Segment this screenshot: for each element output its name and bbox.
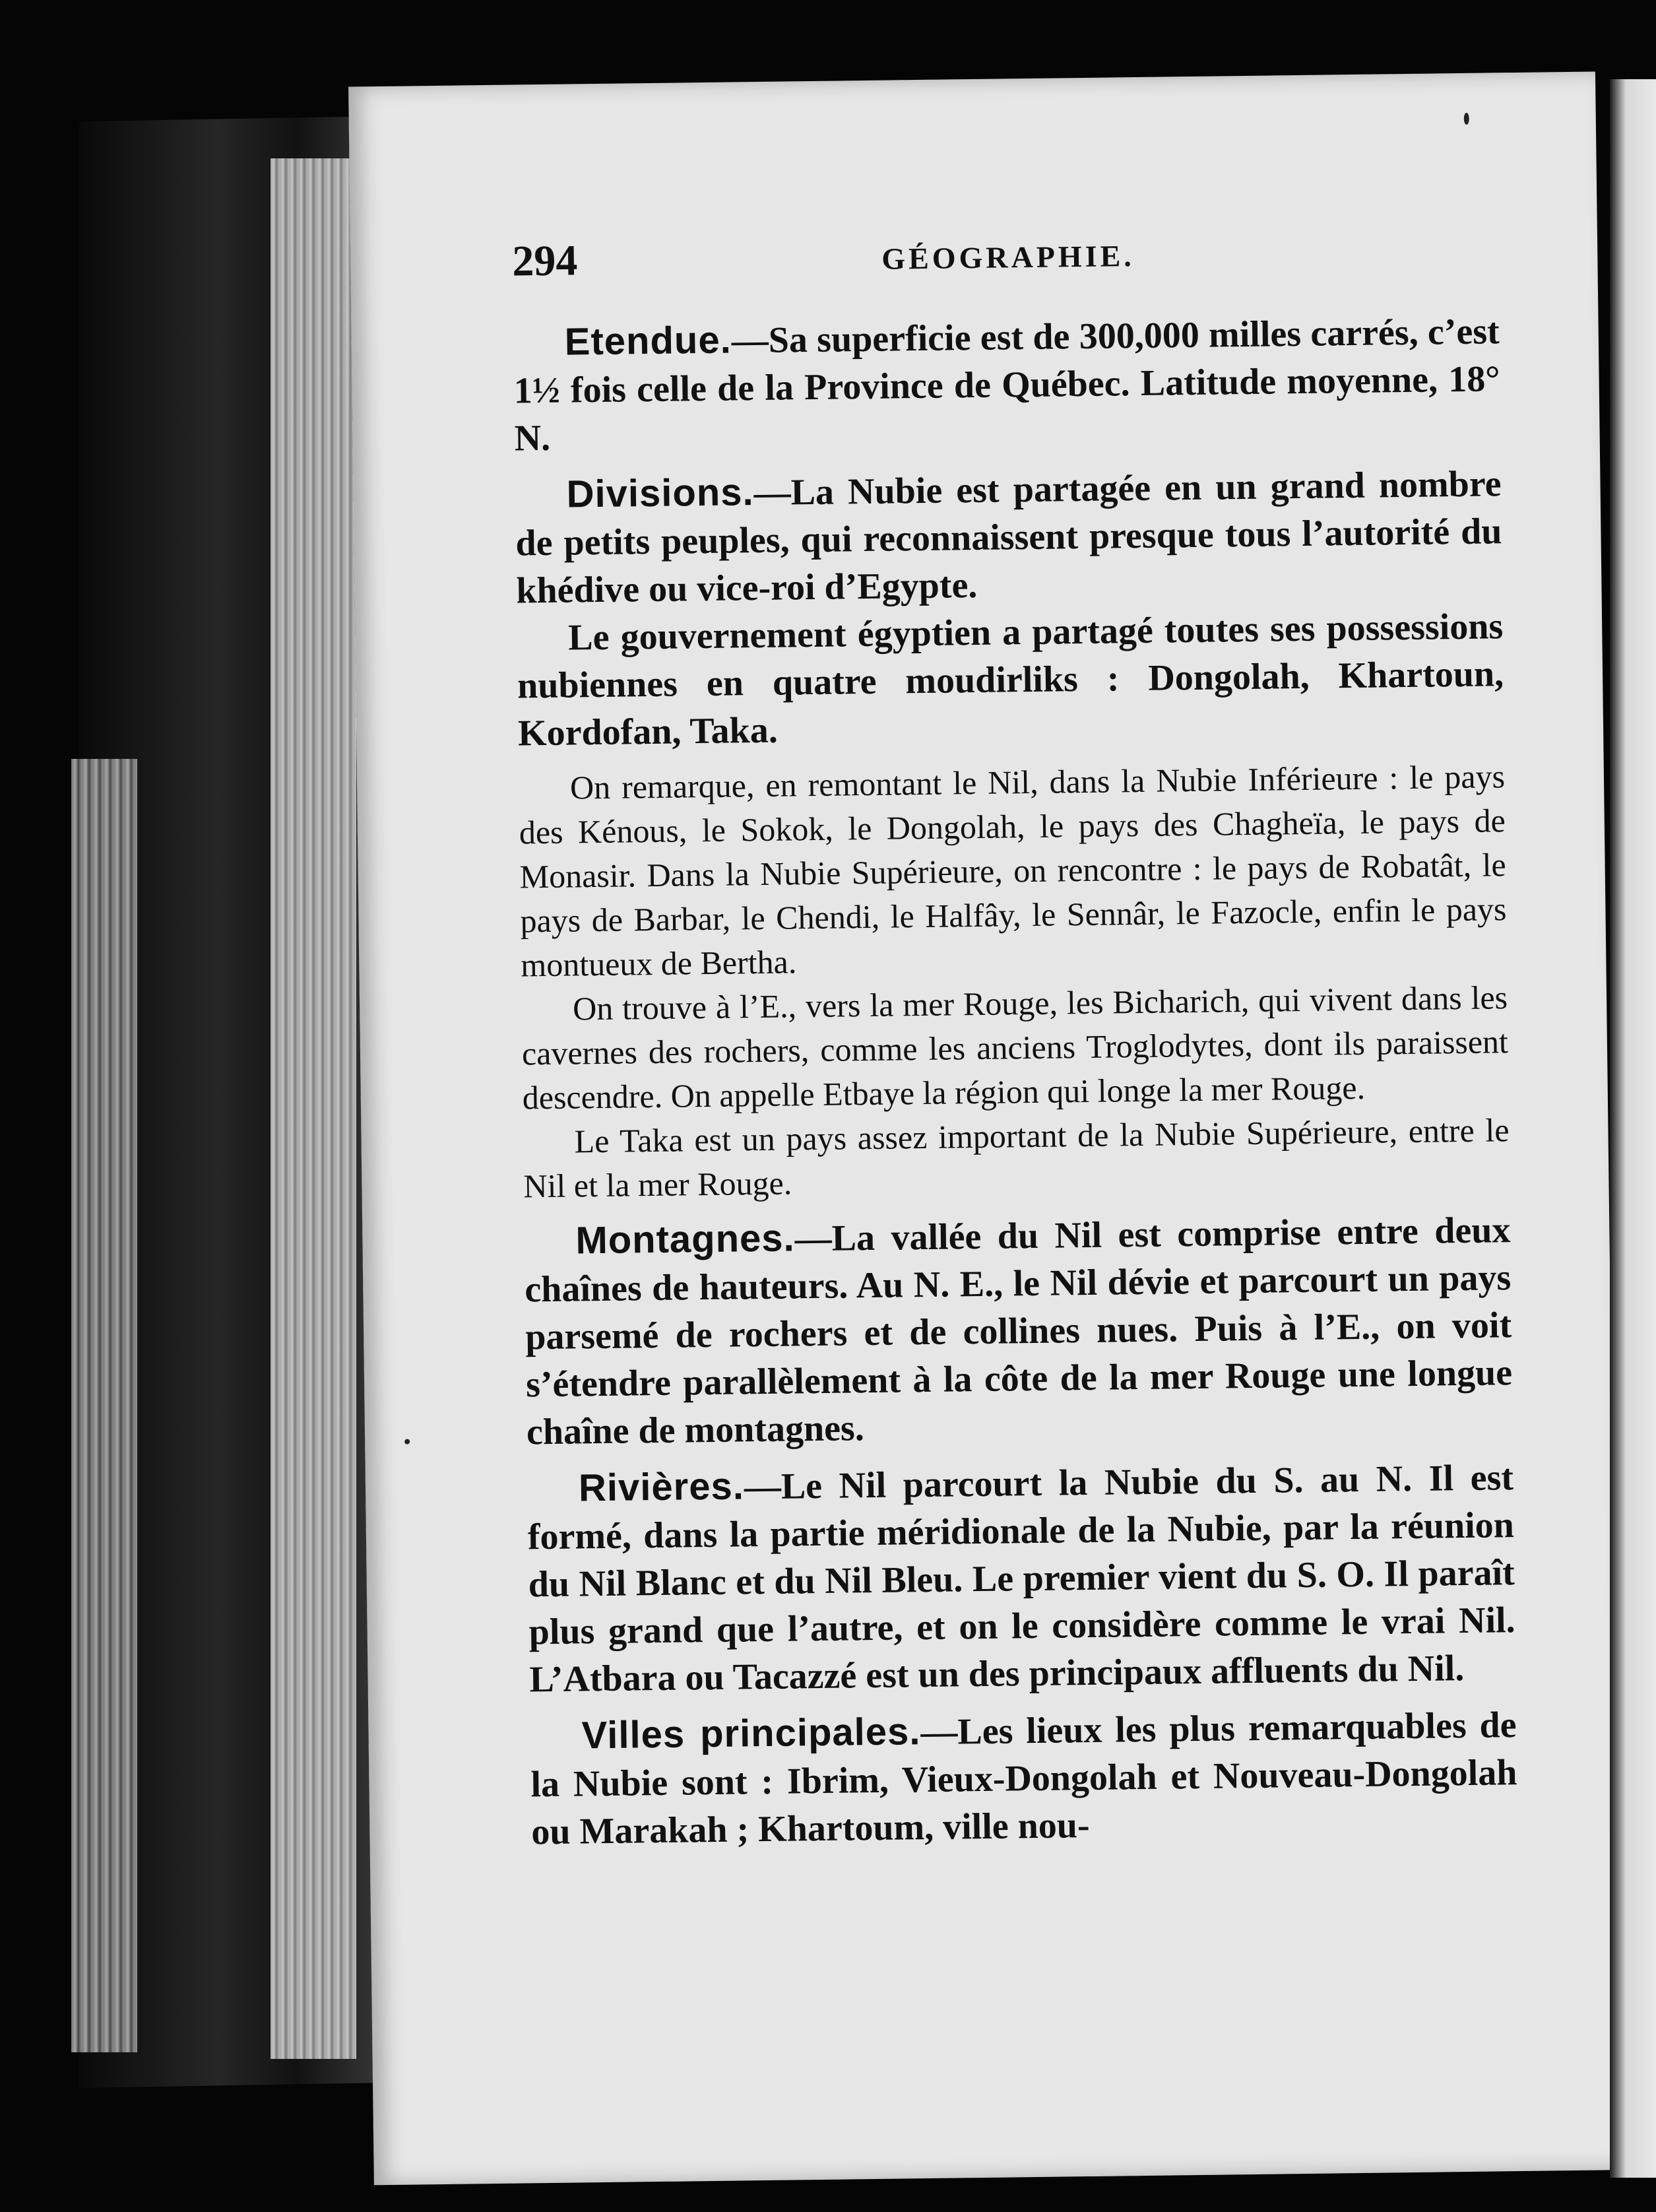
paragraph-taka — [523, 1108, 1510, 1208]
page-number: 294 — [511, 236, 578, 286]
book-page-stack-edges — [271, 158, 356, 2059]
paragraph-text: Le gouvernement égyptien a partagé toutes ses possessions nubiennes en quatre moudirliks : Dongolah, Khartoun, Kordofan, Taka. — [517, 606, 1504, 754]
paragraph-text: Le Taka est un pays assez important de la Nubie Supérieure, entre le Nil et la mer Rouge. — [523, 1111, 1510, 1205]
paragraph-gouvernement — [517, 602, 1505, 757]
ink-speck — [1464, 113, 1469, 125]
paragraph-remarque — [519, 754, 1508, 987]
section-heading: Rivières. — [578, 1464, 745, 1510]
book-page — [348, 71, 1621, 2185]
facing-page-edge — [1610, 79, 1656, 2178]
section-heading: Villes principales. — [581, 1710, 921, 1757]
section-heading: Etendue. — [564, 318, 732, 364]
paragraph-etendue — [513, 307, 1501, 462]
page-header — [512, 224, 1502, 289]
paragraph-text: —Les lieux les plus remarquables de la Nubie sont : Ibrim, Vieux-Dongolah et Nouveau-Dongolah ou Marakah ; Khartoum, ville nou- — [530, 1705, 1517, 1853]
paragraph-text: On trouve à l’E., vers la mer Rouge, les Bicharich, qui vivent dans les cavernes des rochers, comme les anciens Troglodytes, dont ils paraissent descendre. On appelle Etbaye la région qui longe la mer Rouge. — [521, 979, 1509, 1117]
paragraph-text: —Sa superficie est de 300,000 milles carrés, c’est 1½ fois celle de la Province de Québec. Latitude moyenne, 18° N. — [513, 311, 1500, 459]
paragraph-rivieres — [527, 1453, 1516, 1703]
book-page-edges — [71, 759, 137, 2052]
paragraph-montagnes — [524, 1206, 1513, 1456]
paragraph-bicharich — [521, 975, 1509, 1120]
paragraph-text: —La vallée du Nil est comprise entre deux chaînes de hauteurs. Au N. E., le Nil dévie et parcourt un pays parsemé de rochers et de collines nues. Puis à l’E., on voit s’étendre parallèlement à la côte de la mer Rouge une longue chaîne de montagnes. — [524, 1210, 1513, 1453]
paragraph-villes — [530, 1701, 1518, 1856]
section-heading: Divisions. — [566, 471, 754, 516]
paragraph-divisions — [515, 459, 1503, 614]
paragraph-text: —La Nubie est partagée en un grand nombre de petits peuples, qui reconnaissent presque tous l’autorité du khédive ou vice-roi d’Egypte. — [515, 463, 1502, 612]
body-text — [513, 307, 1517, 1856]
ink-speck — [404, 1439, 410, 1445]
section-heading: Montagnes. — [575, 1216, 796, 1262]
paragraph-text: On remarque, en remontant le Nil, dans la Nubie Inférieure : le pays des Kénous, le Sokok, le Dongolah, le pays des Chagheïa, le pays de Monasir. Dans la Nubie Supérieure, on rencontre : le pays de Robatât, le pays de Barbar, le Chendi, le Halfây, le Sennâr, le Fazocle, enfin le pays montueux de Bertha. — [519, 758, 1507, 984]
paragraph-text: —Le Nil parcourt la Nubie du S. au N. Il est formé, dans la partie méridionale de la Nubie, par la réunion du Nil Blanc et du Nil Bleu. Le premier vient du S. O. Il paraît plus grand que l’autre, et on le considère comme le vrai Nil. L’Atbara ou Tacazzé est un des principaux affluents du Nil. — [527, 1457, 1515, 1701]
running-title: GÉOGRAPHIE. — [881, 239, 1135, 276]
